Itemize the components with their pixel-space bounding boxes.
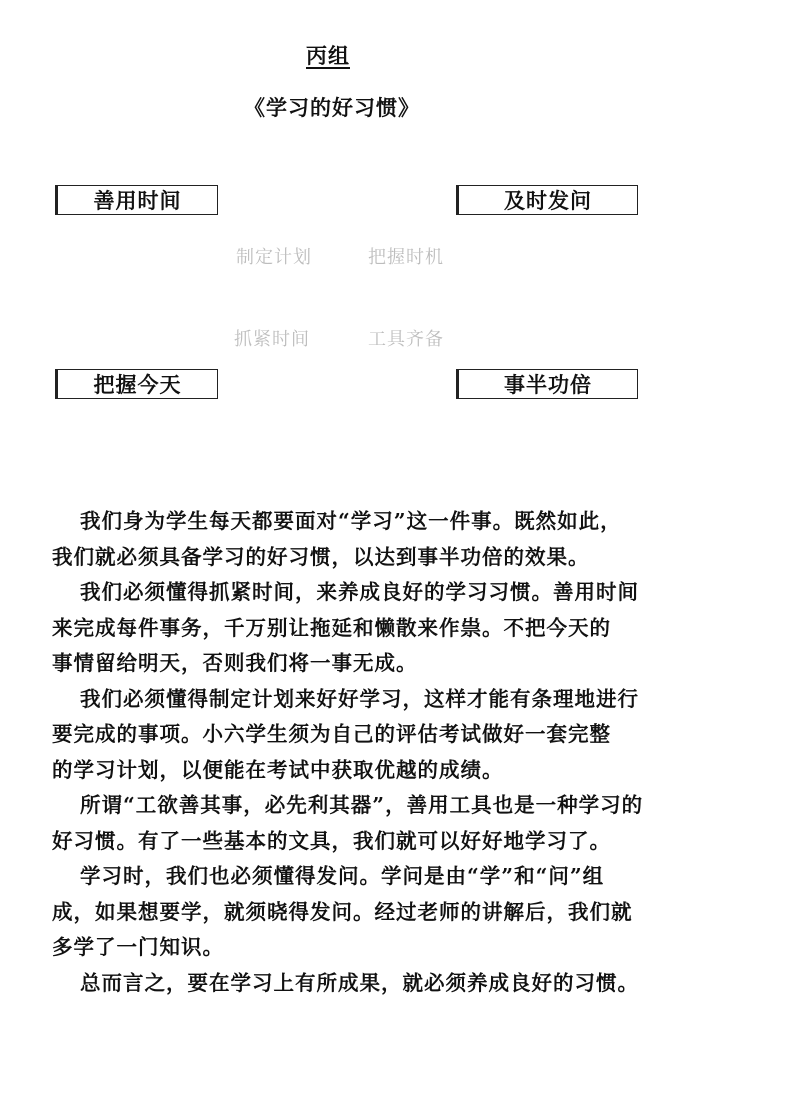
body-line: 来完成每件事务，千万别让拖延和懒散来作祟。不把今天的 <box>52 615 611 640</box>
body-line: 我们就必须具备学习的好习惯，以达到事半功倍的效果。 <box>52 544 590 569</box>
body-line: 多学了一门知识。 <box>52 935 224 959</box>
body-line: 的学习计划，以便能在考试中获取优越的成绩。 <box>52 757 504 782</box>
essay-title: 《学习的好习惯》 <box>244 95 420 120</box>
faint-label-hold-time: 抓紧时间 <box>234 329 310 350</box>
body-line: 学习时，我们也必须懂得发问。学问是由“学”和“问”组 <box>80 864 605 888</box>
body-line: 所谓“工欲善其事，必先利其器”，善用工具也是一种学习的 <box>80 793 644 817</box>
essay-body <box>52 504 752 1001</box>
faint-label-tools-ready: 工具齐备 <box>368 329 444 350</box>
box-use-time-well: 善用时间 <box>55 185 218 215</box>
body-line: 要完成的事项。小六学生须为自己的评估考试做好一套完整 <box>52 722 611 746</box>
body-line: 我们必须懂得抓紧时间，来养成良好的学习习惯。善用时间 <box>80 580 639 604</box>
body-line: 总而言之，要在学习上有所成果，就必须养成良好的习惯。 <box>80 970 639 995</box>
faint-label-seize-chance: 把握时机 <box>368 247 444 268</box>
body-line: 成，如果想要学，就须晓得发问。经过老师的讲解后，我们就 <box>52 899 633 924</box>
body-line: 我们必须懂得制定计划来好好学习，这样才能有条理地进行 <box>80 686 639 711</box>
body-line: 事情留给明天，否则我们将一事无成。 <box>52 651 418 675</box>
box-seize-today: 把握今天 <box>55 369 218 399</box>
box-twice-the-result: 事半功倍 <box>456 369 638 399</box>
faint-label-make-plan: 制定计划 <box>236 247 312 268</box>
body-line: 我们身为学生每天都要面对“学习”这一件事。既然如此， <box>80 509 622 533</box>
body-line: 好习惯。有了一些基本的文具，我们就可以好好地学习了。 <box>52 828 611 853</box>
group-label: 丙组 <box>306 43 350 68</box>
box-ask-promptly: 及时发问 <box>456 185 638 215</box>
